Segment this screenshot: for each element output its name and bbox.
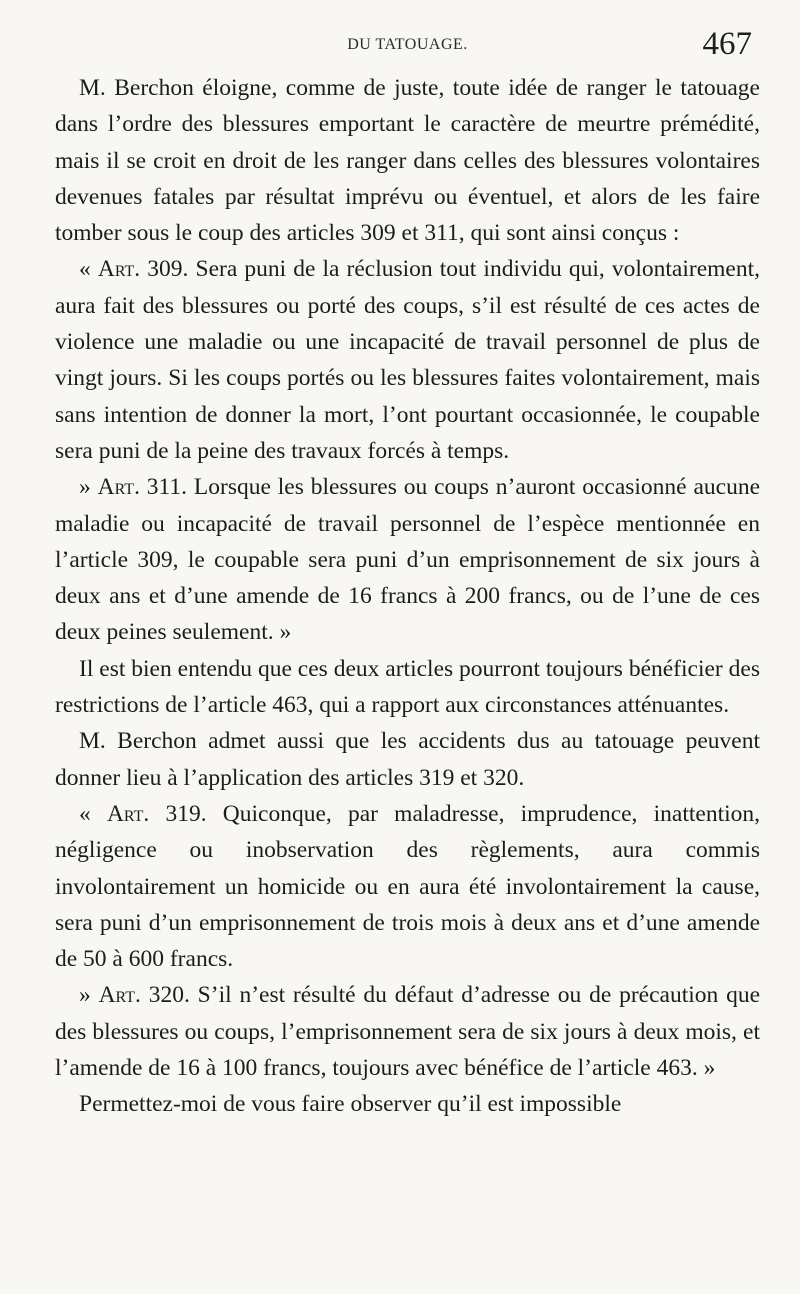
- quote-mark: »: [79, 982, 99, 1009]
- paragraph-text: M. Berchon admet aussi que les accidents dus au tatouage peuvent donner lieu à l’application des articles 319 et 320.: [55, 728, 760, 791]
- article-number: Art. 320.: [98, 982, 190, 1009]
- paragraph-text: Lorsque les blessures ou coups n’auront occasionné aucune maladie ou incapacité de travail personnel de l’espèce mentionnée en l’article 309, le coupable sera puni d’un emprisonnement de six jours à deux ans et d’une amende de 16 francs à 200 francs, ou de l’une de ces deux peines seulement. »: [55, 474, 760, 646]
- paragraph-text: Sera puni de la réclusion tout individu qui, volontairement, aura fait des blessures ou porté des coups, s’il est résulté de ces actes de violence une maladie ou une incapacité de travail personnel de plus de vingt jours. Si les coups portés ou les blessures faites volontairement, mais sans intention de donner la mort, l’ont pourtant occasionnée, le coupable sera puni de la peine des travaux forcés à temps.: [55, 256, 760, 464]
- paragraph-text: M. Berchon éloigne, comme de juste, toute idée de ranger le tatouage dans l’ordre des blessures emportant le caractère de meurtre prémédité, mais il se croit en droit de les ranger dans celles des blessures volontaires devenues fatales par résultat imprévu ou éventuel, et alors de les faire tomber sous le coup des articles 309 et 311, qui sont ainsi conçus :: [55, 75, 760, 247]
- body-text: [55, 70, 760, 1123]
- paragraph-text: Quiconque, par maladresse, imprudence, inattention, négligence ou inobservation des règlements, aura commis involontairement un homicide ou en aura été involontairement la cause, sera puni d’un emprisonnement de trois mois à deux ans et d’une amende de 50 à 600 francs.: [55, 800, 761, 973]
- paragraph-text: Permettez-moi de vous faire observer qu’il est impossible: [79, 1091, 622, 1118]
- article-number: Art. 311.: [97, 474, 188, 501]
- quote-mark: «: [79, 256, 98, 283]
- paragraph-article: [55, 251, 760, 469]
- quote-mark: »: [79, 474, 98, 501]
- paragraph-article: [55, 796, 760, 977]
- quote-mark: «: [79, 800, 107, 827]
- paragraph: [55, 651, 760, 724]
- article-number: Art. 319.: [106, 800, 207, 827]
- paragraph-article: [55, 469, 760, 650]
- running-head: DU TATOUAGE.: [347, 36, 468, 53]
- paragraph-text: Il est bien entendu que ces deux articles pourront toujours bénéficier des restrictions de l’article 463, qui a rapport aux circonstances atténuantes.: [55, 655, 760, 719]
- page-header: [55, 26, 760, 70]
- paragraph-article: [55, 977, 760, 1086]
- page-number: 467: [702, 26, 752, 62]
- paragraph: [55, 723, 760, 796]
- paragraph: [55, 1086, 760, 1122]
- paragraph: [55, 70, 760, 251]
- article-number: Art. 309.: [97, 256, 189, 283]
- paragraph-text: S’il n’est résulté du défaut d’adresse ou de précaution que des blessures ou coups, l’emprisonnement sera de six jours à deux mois, et l’amende de 16 à 100 francs, toujours avec bénéfice de l’article 463. »: [55, 982, 761, 1082]
